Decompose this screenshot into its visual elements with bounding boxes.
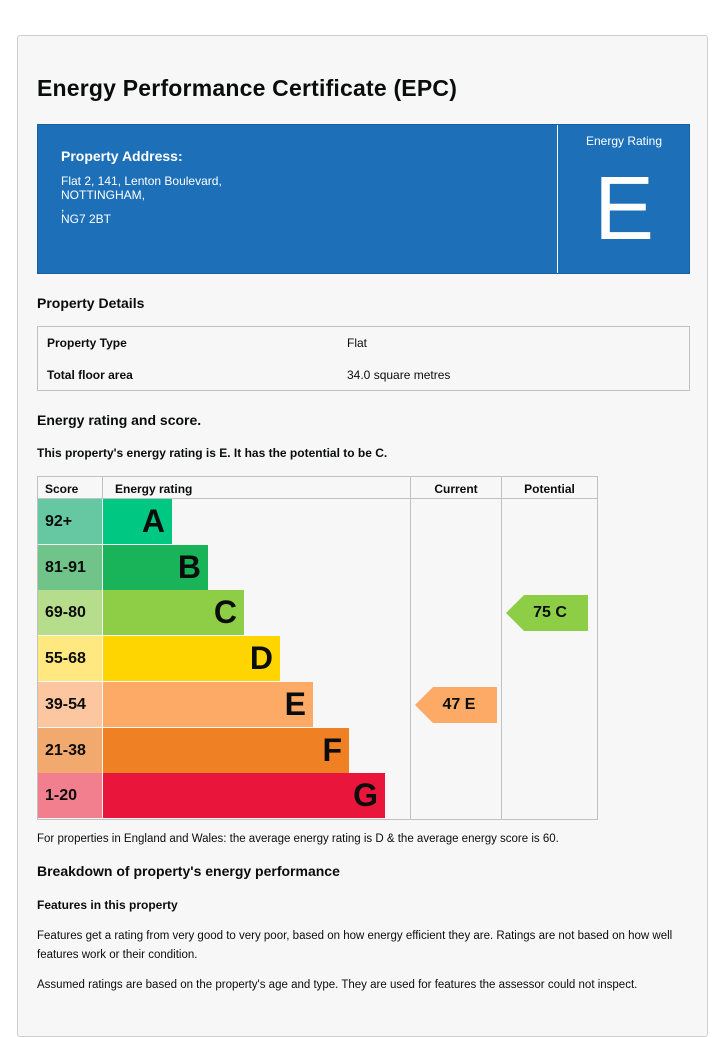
details-label: Property Type [47, 336, 127, 350]
details-value: Flat [347, 336, 368, 350]
band-bar-d: D [103, 636, 280, 681]
current-rating-value: 47 E [442, 695, 476, 713]
band-score-f: 21-38 [38, 728, 102, 773]
breakdown-heading: Breakdown of property's energy performance [37, 863, 340, 879]
divider [410, 477, 411, 819]
average-rating-note: For properties in England and Wales: the average energy rating is D & the average energy score is 60. [37, 833, 559, 845]
divider [102, 477, 103, 499]
epc-rating-graph [37, 476, 598, 820]
band-bar-a: A [103, 499, 172, 544]
band-score-e: 39-54 [38, 682, 102, 727]
rating-column-header: Energy rating [115, 482, 193, 496]
features-paragraph: Features get a rating from very good to very poor, based on how energy efficient they are. Ratings are not based on how well features work or their condition. [37, 930, 673, 961]
potential-rating-value: 75 C [533, 604, 567, 622]
current-rating-arrow [415, 687, 497, 723]
address-lines [61, 175, 222, 227]
features-subheading: Features in this property [37, 898, 178, 912]
page-title: Energy Performance Certificate (EPC) [37, 75, 458, 101]
band-score-b: 81-91 [38, 545, 102, 590]
band-score-g: 1-20 [38, 773, 102, 818]
band-bar-e: E [103, 682, 313, 727]
potential-rating-arrow [506, 595, 588, 631]
band-bar-b: B [103, 545, 208, 590]
assumed-ratings-paragraph: Assumed ratings are based on the property's age and type. They are used for features the assessor could not inspect. [37, 979, 638, 991]
energy-rating-label: Energy Rating [585, 134, 663, 148]
property-banner [37, 124, 690, 274]
band-score-d: 55-68 [38, 636, 102, 681]
energy-summary: This property's energy rating is E. It has the potential to be C. [37, 446, 388, 460]
energy-rating-heading: Energy rating and score. [37, 412, 202, 428]
score-column-header: Score [45, 482, 79, 496]
band-score-a: 92+ [38, 499, 102, 544]
details-label: Total floor area [47, 368, 133, 382]
address-line: NG7 2BT [61, 212, 112, 226]
energy-rating-letter: E [593, 159, 655, 259]
address-line: Flat 2, 141, Lenton Boulevard, [61, 174, 222, 188]
property-details-heading: Property Details [37, 295, 145, 311]
band-bar-f: F [103, 728, 349, 773]
band-bar-g: G [103, 773, 385, 818]
address-box [38, 125, 558, 273]
potential-column-header: Potential [524, 482, 575, 496]
band-bar-c: C [103, 590, 244, 635]
certificate-card [17, 35, 708, 1037]
address-label: Property Address: [61, 148, 183, 164]
details-value: 34.0 square metres [347, 368, 451, 382]
divider [501, 477, 502, 819]
property-details-table [37, 326, 690, 391]
details-row [47, 336, 368, 350]
details-row [47, 368, 451, 382]
current-column-header: Current [434, 482, 478, 496]
address-line: , [61, 200, 65, 214]
address-line: NOTTINGHAM, [61, 187, 145, 202]
band-score-c: 69-80 [38, 590, 102, 635]
